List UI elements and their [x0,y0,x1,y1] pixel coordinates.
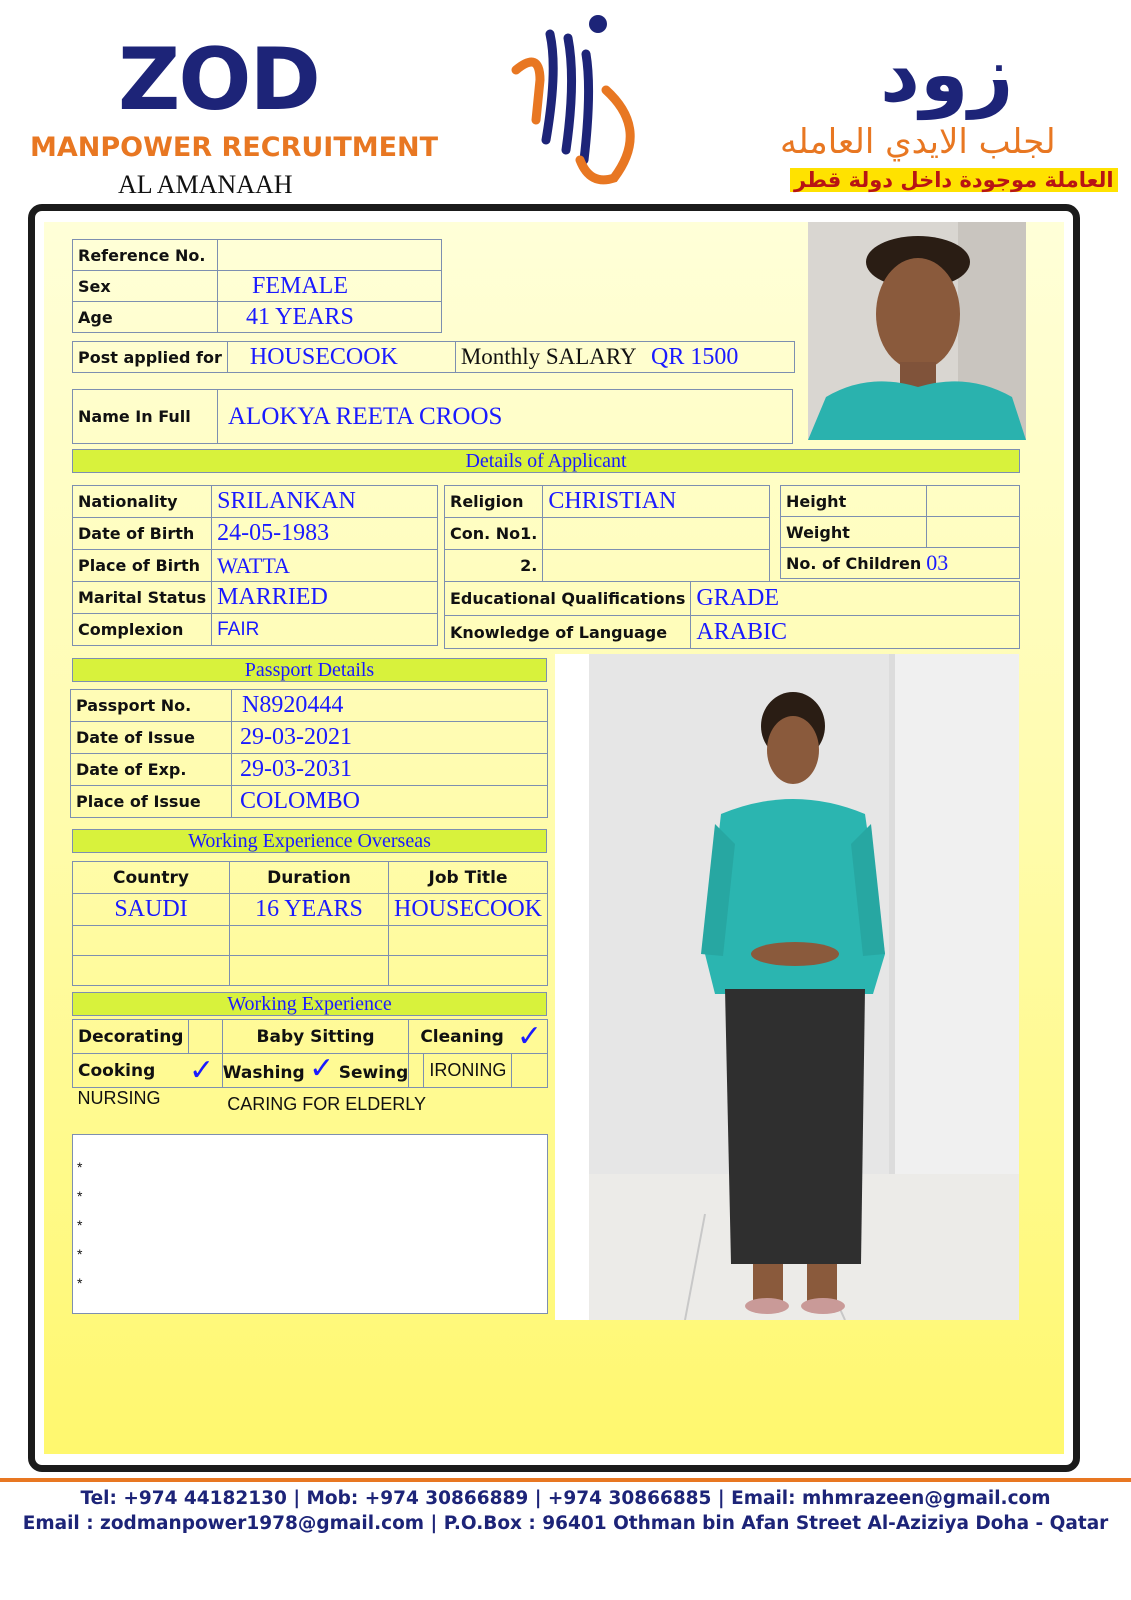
salary-value: QR 1500 [651,343,739,370]
basic-info-table [72,239,442,333]
arabic-note: العاملة موجودة داخل دولة قطر [790,168,1118,192]
nationality-label: Nationality [73,486,212,518]
notes-box [72,1134,548,1314]
passport-table [70,689,548,818]
post-table [72,341,795,373]
country-header: Country [73,862,230,894]
complexion-value: FAIR [212,614,438,646]
children-label: No. of Children [781,548,927,579]
applicant-full-photo [555,654,1019,1320]
lang-value: ARABIC [691,616,1020,649]
skill-baby-sitting: Baby Sitting [222,1020,409,1054]
details-section-title: Details of Applicant [72,449,1020,473]
religion-table [444,485,770,582]
passport-no-label: Passport No. [71,690,232,722]
reference-value [218,240,442,271]
company-logo-icon [510,10,650,190]
passport-section-title: Passport Details [72,658,547,682]
skill-washing: Washing [222,1062,305,1083]
exp-label: Date of Exp. [71,754,232,786]
pob-label: Place of Birth [73,550,212,582]
marital-label: Marital Status [73,582,212,614]
exp-value: 29-03-2031 [232,754,548,786]
overseas-table [72,861,548,986]
body-table [780,485,1020,579]
age-label: Age [73,302,218,333]
con1-value [543,518,770,550]
skill-elderly-care: CARING FOR ELDERLY [227,1094,426,1115]
skills-table [72,1019,548,1122]
place-issue-label: Place of Issue [71,786,232,818]
issue-value: 29-03-2021 [232,722,548,754]
skill-cooking: Cooking [73,1054,189,1088]
name-table [72,389,793,444]
country-cell: SAUDI [73,894,230,926]
post-value: HOUSECOOK [227,342,455,373]
note-bullet: * [77,1246,83,1262]
note-bullet: * [77,1188,83,1204]
skill-sewing: Sewing [338,1062,409,1083]
passport-no-value: N8920444 [232,690,548,722]
footer-divider [0,1478,1131,1482]
nationality-value: SRILANKAN [212,486,438,518]
cleaning-check-icon: ✓ [512,1020,548,1054]
brand-logo-text: ZOD [118,30,319,130]
weight-value [926,517,1019,548]
name-value: ALOKYA REETA CROOS [218,390,793,444]
overseas-section-title: Working Experience Overseas [72,829,547,853]
note-bullet: * [77,1275,83,1291]
skill-ironing: IRONING [424,1054,512,1088]
brand-tagline: AL AMANAAH [118,170,293,199]
job-title-header: Job Title [389,862,548,894]
salary-label: Monthly SALARY [460,343,637,369]
skill-nursing: NURSING [77,1088,161,1108]
duration-cell: 16 YEARS [230,894,389,926]
arabic-subtitle: لجلب الايدي العامله [780,122,1056,162]
brand-subtitle: MANPOWER RECRUITMENT [30,132,439,163]
lang-label: Knowledge of Language [445,616,691,649]
reference-label: Reference No. [73,240,218,271]
note-bullet: * [77,1217,83,1233]
job-title-cell: HOUSECOOK [389,894,548,926]
note-bullet: * [77,1159,83,1175]
duration-header: Duration [230,862,389,894]
table-row [73,926,548,956]
footer-contact-line: Tel: +974 44182130 | Mob: +974 30866889 | +974 30866885 | Email: mhmrazeen@gmail.com [80,1488,1051,1509]
con2-value [543,550,770,582]
age-value: 41 YEARS [218,302,442,333]
height-label: Height [781,486,927,517]
con1-label: Con. No1. [445,518,543,550]
sex-value: FEMALE [218,271,442,302]
skill-cleaning: Cleaning [409,1020,512,1054]
cooking-check-icon: ✓ [189,1054,222,1088]
place-issue-value: COLOMBO [232,786,548,818]
sex-label: Sex [73,271,218,302]
table-row [73,894,548,926]
pob-value: WATTA [212,550,438,582]
con2-label: 2. [445,550,543,582]
name-label: Name In Full [73,390,218,444]
personal-table [72,485,438,646]
post-label: Post applied for [73,342,228,373]
skill-decorating: Decorating [73,1020,189,1054]
footer-address-line: Email : zodmanpower1978@gmail.com | P.O.Box : 96401 Othman bin Afan Street Al-Aziziya Doha - Qatar [22,1513,1109,1534]
washing-check-icon: ✓ [309,1053,335,1085]
edu-value: GRADE [691,582,1020,616]
applicant-portrait-photo [808,222,1026,440]
dob-value: 24-05-1983 [212,518,438,550]
children-value: 03 [926,548,1019,579]
edu-label: Educational Qualifications [445,582,691,616]
religion-value: CHRISTIAN [543,486,770,518]
complexion-label: Complexion [73,614,212,646]
arabic-brand: زود [880,30,1014,120]
experience-section-title: Working Experience [72,992,547,1016]
dob-label: Date of Birth [73,518,212,550]
marital-value: MARRIED [212,582,438,614]
height-value [926,486,1019,517]
issue-label: Date of Issue [71,722,232,754]
education-table [444,581,1020,649]
table-row [73,956,548,986]
weight-label: Weight [781,517,927,548]
religion-label: Religion [445,486,543,518]
